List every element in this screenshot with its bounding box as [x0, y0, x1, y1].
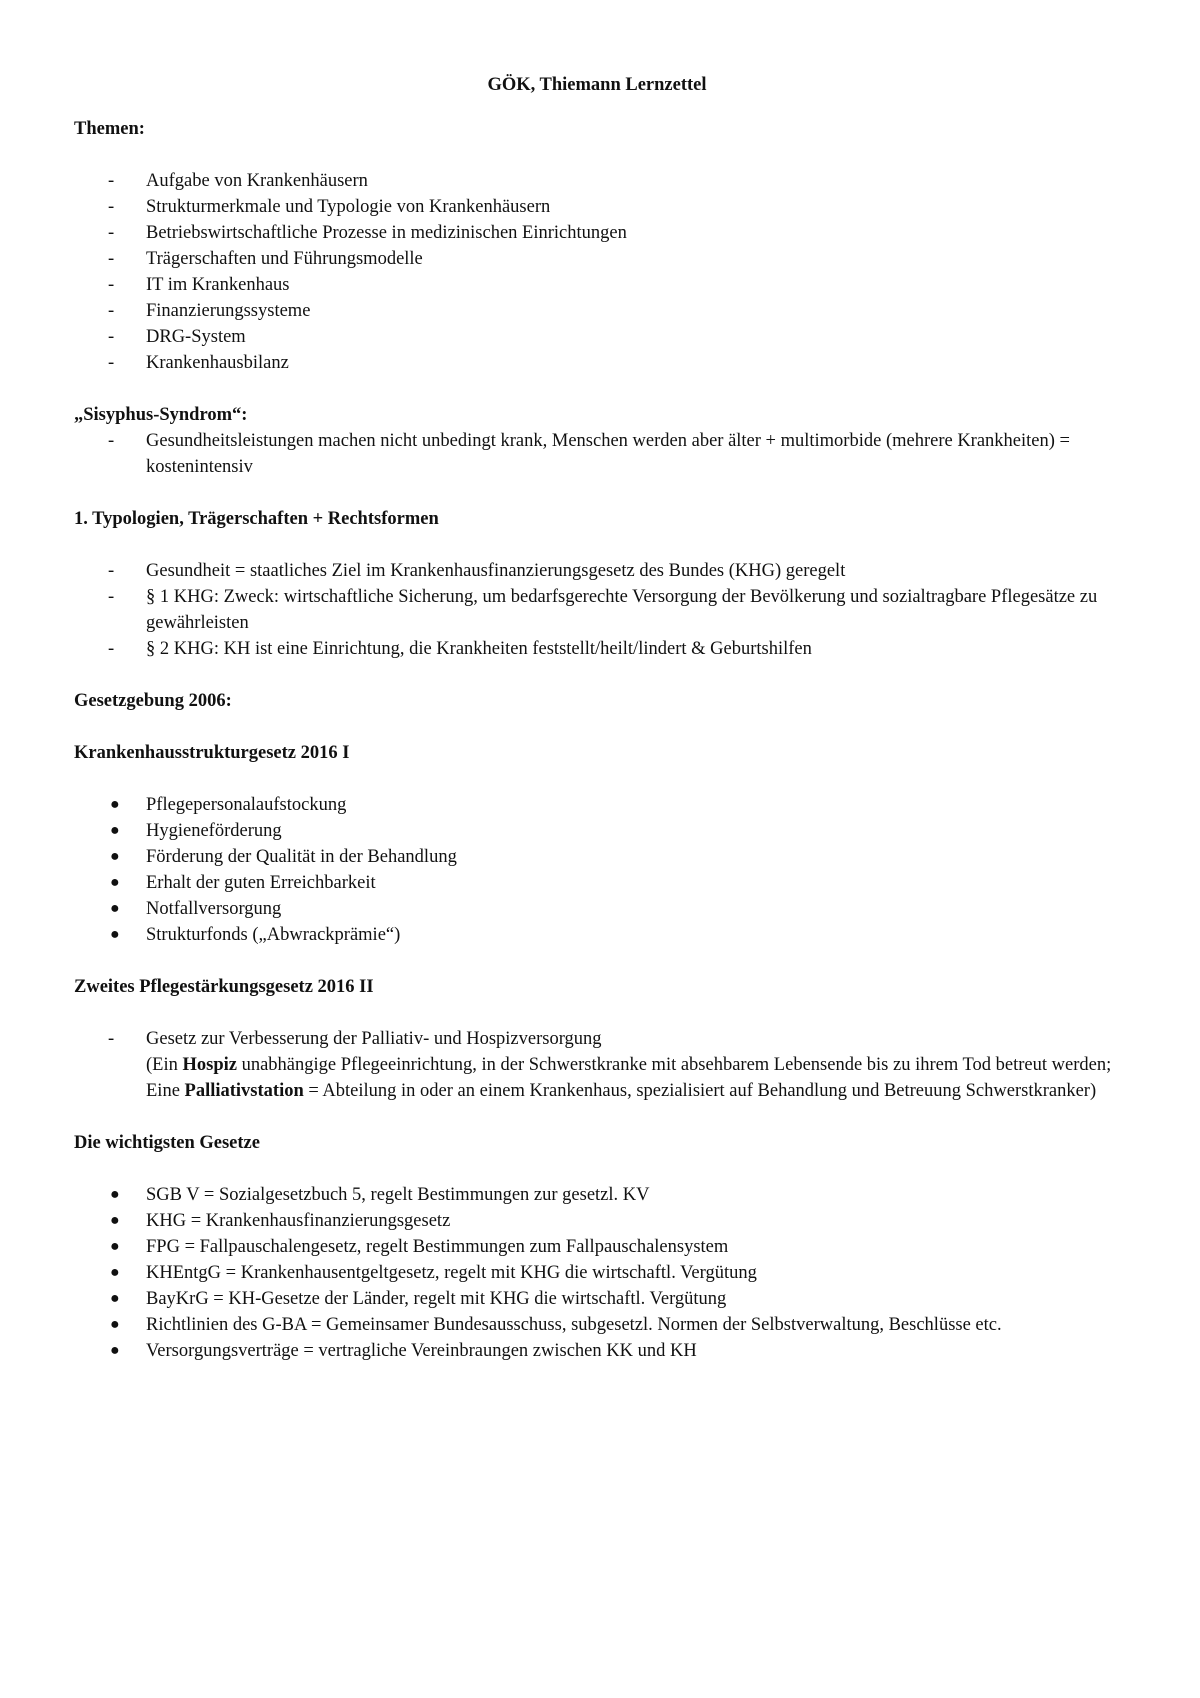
bullet-marker: ● [110, 1342, 120, 1359]
dash-marker: - [108, 171, 115, 191]
list-item: - Trägerschaften und Führungsmodelle [74, 246, 1120, 272]
bullet-marker: ● [110, 848, 120, 865]
hospiz-term: Hospiz [182, 1055, 237, 1075]
themen-heading: Themen: [74, 119, 145, 139]
gesetze-heading: Die wichtigsten Gesetze [74, 1133, 260, 1153]
dash-marker: - [108, 639, 115, 659]
dash-marker: - [108, 561, 115, 581]
gesetzgebung-heading: Gesetzgebung 2006: [74, 691, 232, 711]
psg-list [74, 1026, 1120, 1104]
list-item: - DRG-System [74, 324, 1120, 350]
gesetze-list [74, 1182, 1120, 1364]
list-item: ● Notfallversorgung [74, 896, 1120, 922]
list-item: - IT im Krankenhaus [74, 272, 1120, 298]
list-item: - Betriebswirtschaftliche Prozesse in medizinischen Einrichtungen [74, 220, 1120, 246]
list-item: - § 1 KHG: Zweck: wirtschaftliche Sicherung, um bedarfsgerechte Versorgung der Bevölkerung und sozialtragbare Pflegesätze zu gewährleisten [74, 584, 1120, 636]
bullet-marker: ● [110, 1186, 120, 1203]
list-item: - Krankenhausbilanz [74, 350, 1120, 376]
palliativstation-term: Palliativstation [184, 1081, 304, 1101]
list-item: ● Versorgungsverträge = vertragliche Vereinbraungen zwischen KK und KH [74, 1338, 1120, 1364]
list-item: ● SGB V = Sozialgesetzbuch 5, regelt Bestimmungen zur gesetzl. KV [74, 1182, 1120, 1208]
bullet-marker: ● [110, 874, 120, 891]
khsg-list [74, 792, 1120, 948]
bullet-marker: ● [110, 822, 120, 839]
bullet-marker: ● [110, 796, 120, 813]
khsg-heading: Krankenhausstrukturgesetz 2016 I [74, 743, 350, 763]
list-item: ● Förderung der Qualität in der Behandlung [74, 844, 1120, 870]
document-title: GÖK, Thiemann Lernzettel [487, 75, 707, 95]
dash-marker: - [108, 301, 115, 321]
list-item: - Gesundheitsleistungen machen nicht unbedingt krank, Menschen werden aber älter + multimorbide (mehrere Krankheiten) = kostenintensiv [74, 428, 1120, 480]
list-item: - Aufgabe von Krankenhäusern [74, 168, 1120, 194]
dash-marker: - [108, 275, 115, 295]
section-1-list [74, 558, 1120, 662]
dash-marker: - [108, 353, 115, 373]
psg-heading: Zweites Pflegestärkungsgesetz 2016 II [74, 977, 374, 997]
list-item: ● Erhalt der guten Erreichbarkeit [74, 870, 1120, 896]
list-item: ● Richtlinien des G-BA = Gemeinsamer Bundesausschuss, subgesetzl. Normen der Selbstverwaltung, Beschlüsse etc. [74, 1312, 1120, 1338]
list-item: ● Hygieneförderung [74, 818, 1120, 844]
list-item: ● KHG = Krankenhausfinanzierungsgesetz [74, 1208, 1120, 1234]
dash-marker: - [108, 431, 115, 451]
list-item: ● BayKrG = KH-Gesetze der Länder, regelt mit KHG die wirtschaftl. Vergütung [74, 1286, 1120, 1312]
dash-marker: - [108, 197, 115, 217]
bullet-marker: ● [110, 1316, 120, 1333]
dash-marker: - [108, 587, 115, 607]
bullet-marker: ● [110, 1238, 120, 1255]
list-item: ● KHEntgG = Krankenhausentgeltgesetz, regelt mit KHG die wirtschaftl. Vergütung [74, 1260, 1120, 1286]
list-item: - Gesundheit = staatliches Ziel im Krankenhausfinanzierungsgesetz des Bundes (KHG) geregelt [74, 558, 1120, 584]
bullet-marker: ● [110, 1212, 120, 1229]
dash-marker: - [108, 1029, 115, 1049]
list-item: ● FPG = Fallpauschalengesetz, regelt Bestimmungen zum Fallpauschalensystem [74, 1234, 1120, 1260]
bullet-marker: ● [110, 900, 120, 917]
dash-marker: - [108, 249, 115, 269]
section-1-heading: 1. Typologien, Trägerschaften + Rechtsformen [74, 509, 439, 529]
themen-list [74, 168, 1120, 376]
list-item: ● Strukturfonds („Abwrackprämie“) [74, 922, 1120, 948]
dash-marker: - [108, 327, 115, 347]
bullet-marker: ● [110, 926, 120, 943]
sisyphus-list [74, 428, 1120, 480]
list-item: - Strukturmerkmale und Typologie von Krankenhäusern [74, 194, 1120, 220]
list-item: - Finanzierungssysteme [74, 298, 1120, 324]
bullet-marker: ● [110, 1264, 120, 1281]
bullet-marker: ● [110, 1290, 120, 1307]
sisyphus-heading: „Sisyphus-Syndrom“: [74, 405, 248, 425]
dash-marker: - [108, 223, 115, 243]
list-item: - Gesetz zur Verbesserung der Palliativ- und Hospizversorgung (Ein Hospiz unabhängige Pflegeeinrichtung, in der Schwerstkranke mit absehbarem Lebensende bis zu ihrem Tod betreut werden; Eine Palliativstation = Abteilung in oder an einem Krankenhaus, spezialisiert auf Behandlung und Betreuung Schwerstkranker) [74, 1026, 1120, 1104]
list-item: ● Pflegepersonalaufstockung [74, 792, 1120, 818]
list-item: - § 2 KHG: KH ist eine Einrichtung, die Krankheiten feststellt/heilt/lindert & Geburtshilfen [74, 636, 1120, 662]
